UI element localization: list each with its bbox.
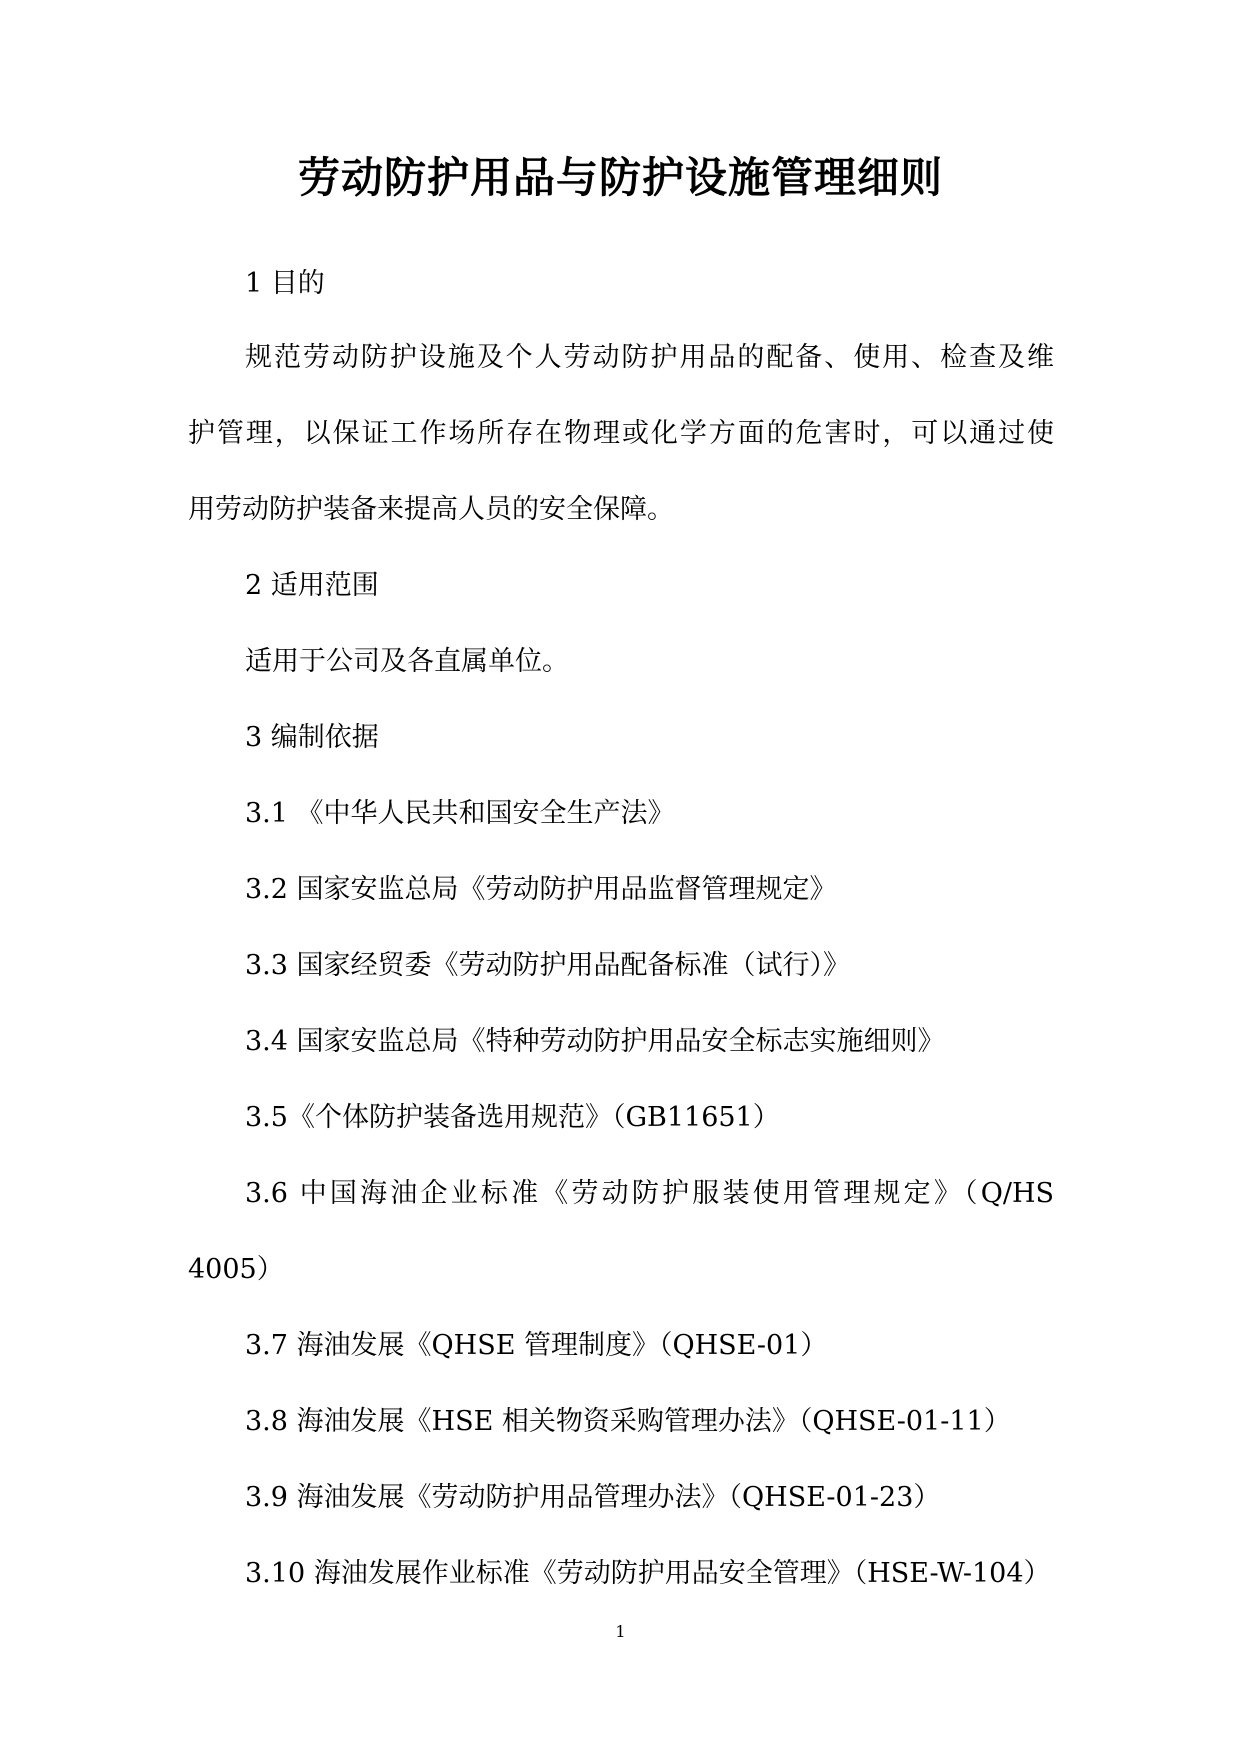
reference-item-3-6-continued: 4005） [188,1254,284,1285]
section-2-heading: 2 适用范围 [245,570,379,601]
reference-item-3-8: 3.8 海油发展《HSE 相关物资采购管理办法》（QHSE-01-11） [245,1406,1011,1437]
section-3-heading: 3 编制依据 [245,722,379,753]
reference-item-3-1: 3.1 《中华人民共和国安全生产法》 [245,798,675,829]
page-number: 1 [615,1622,626,1641]
section-1-paragraph-line-1: 规范劳动防护设施及个人劳动防护用品的配备、使用、检查及维 [245,342,1054,373]
reference-item-3-6: 3.6 中国海油企业标准《劳动防护服装使用管理规定》（Q/HS [245,1178,1054,1209]
section-2-paragraph: 适用于公司及各直属单位。 [245,646,569,677]
section-1-paragraph-line-3: 用劳动防护装备来提高人员的安全保障。 [188,494,674,525]
reference-item-3-3: 3.3 国家经贸委《劳动防护用品配备标准（试行）》 [245,950,851,981]
reference-item-3-10: 3.10 海油发展作业标准《劳动防护用品安全管理》（HSE-W-104） [245,1558,1051,1589]
section-1-heading: 1 目的 [245,268,325,299]
reference-item-3-7: 3.7 海油发展《QHSE 管理制度》（QHSE-01） [245,1330,828,1361]
reference-item-3-9: 3.9 海油发展《劳动防护用品管理办法》（QHSE-01-23） [245,1482,941,1513]
document-title: 劳动防护用品与防护设施管理细则 [297,153,943,202]
section-1-paragraph-line-2: 护管理，以保证工作场所存在物理或化学方面的危害时，可以通过使 [188,418,1054,449]
reference-item-3-5: 3.5《个体防护装备选用规范》（GB11651） [245,1102,780,1133]
reference-item-3-4: 3.4 国家安监总局《特种劳动防护用品安全标志实施细则》 [245,1026,945,1057]
reference-item-3-2: 3.2 国家安监总局《劳动防护用品监督管理规定》 [245,874,837,905]
